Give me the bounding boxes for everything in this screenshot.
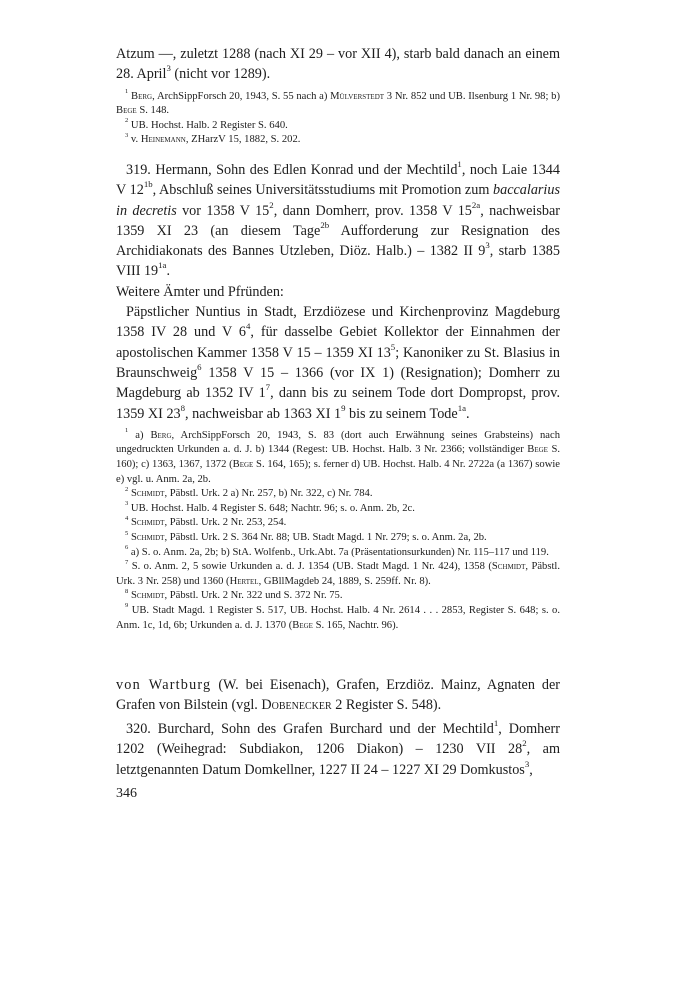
page-number: 346: [116, 786, 137, 801]
entry-319: [116, 160, 560, 633]
entry-320: [116, 719, 560, 780]
footnote: $^5$ Schmidt, Päbstl. Urk. 2 S. 364 Nr. 88; UB. Stadt Magd. 1 Nr. 279; s. o. Anm. 2a, 2b.: [125, 529, 487, 544]
footnote: $^4$ Schmidt, Päbstl. Urk. 2 Nr. 253, 254.: [125, 514, 287, 529]
footnotes-block-1: [116, 90, 560, 148]
footnote: $^8$ Schmidt, Päbstl. Urk. 2 Nr. 322 und S. 372 Nr. 75.: [125, 587, 343, 602]
family-heading: von Wartburg (W. bei Eisenach), Grafen, Erzdiöz. Mainz, Agnaten der Grafen von Bilstein (vgl. Dobenecker 2 Register S. 548).: [116, 677, 560, 714]
entry-320-paragraph: 320. Burchard, Sohn des Grafen Burchard und der Mechtild$^1$, Domherr 1202 (Weihegrad: Subdiakon, 1206 Diakon) – 1230 VII $28^2$, am letztgenannten Datum Domkellner, 1227 II 24 – 1227 XI 29 Domkustos$^3$,: [116, 717, 560, 778]
footnote: $^7$ S. o. Anm. 2, 5 sowie Urkunden a. d. J. 1354 (UB. Stadt Magd. 1 Nr. 424), 1358 (Schmidt, Päbstl. Urk. 3 Nr. 258) und 1360 (Hertel, GBllMagdeb 24, 1889, S. 259ff. Nr. 8).: [116, 558, 560, 587]
footnotes-block-2: [116, 429, 560, 633]
family-heading-block: [116, 675, 560, 716]
offices-paragraph: Päpstlicher Nuntius in Stadt, Erzdiözese und Kirchenprovinz Magdeburg 1358 IV 28 und V $6^4$, für dasselbe Gebiet Kollektor der Einnahmen der apostolischen Kammer 1358 V 15 – 1359 XI $13^5$; Kanoniker zu St. Blasius in Braunschweig$^6$ 1358 V 15 – 1366 (vor IX 1) (Resignation); Domherr zu Magdeburg ab 1352 IV $1^7$, dann bis zu seinem Tode dort Dompropst, prov. 1359 XI $23^8$, nachweisbar ab 1363 XI $1^9$ bis zu seinem Tode$^{1a}$.: [116, 304, 561, 422]
entry-319-paragraph: 319. Hermann, Sohn des Edlen Konrad und der Mechtild$^1$, noch Laie 1344 V $12^{1b}$, Abschluß seines Universitätsstudiums mit Promotion zum baccalarius in decretis vor 1358 V $15^2$, dann Domherr, prov. 1358 V $15^{2a}$, nachweisbar 1359 XI 23 (an diesem Tage$^{2b}$ Aufforderung zur Resignation des Archidiakonats des Bannes Utzleben, Diöz. Halb.) – 1382 II $9^3$, starb 1385 VIII $19^{1a}$.: [116, 158, 560, 280]
section-heading: Weitere Ämter und Pfründen:: [116, 283, 284, 300]
footnote: $^2$ UB. Hochst. Halb. 2 Register S. 640.: [125, 117, 288, 131]
footnote: $^1$ a) Berg, ArchSippForsch 20, 1943, S. 83 (dort auch Erwähnung seines Grabsteins) nach ungedruckten Urkunden a. d. J. b) 1344 (Regest: UB. Hochst. Halb. 3 Nr. 2366; vollständiger Bege S. 160); c) 1363, 1367, 1372 (Bege S. 164, 165); s. ferner d) UB. Hochst. Halb. 4 Nr. 2722a (a 1367) sowie e) vgl. u. Anm. 2a, 2b.: [116, 427, 560, 485]
footnote: $^1$ Berg, ArchSippForsch 20, 1943, S. 55 nach a) Mülverstedt 3 Nr. 852 und UB. Ilsenburg 1 Nr. 98; b) Bege S. 148.: [116, 88, 561, 117]
footnote: $^6$ a) S. o. Anm. 2a, 2b; b) StA. Wolfenb., Urk.Abt. 7a (Präsentationsurkunden) Nr. 115–117 und 119.: [125, 544, 549, 558]
footnote: $^3$ UB. Hochst. Halb. 4 Register S. 648; Nachtr. 96; s. o. Anm. 2b, 2c.: [125, 500, 415, 514]
continuation-block: [116, 44, 560, 148]
footnote: $^9$ UB. Stadt Magd. 1 Register S. 517, UB. Hochst. Halb. 4 Nr. 2614 . . . 2853, Register S. 648; s. o. Anm. 1c, 1d, 6b; Urkunden a. d. J. 1370 (Bege S. 165, Nachtr. 96).: [116, 602, 560, 631]
footnote: $^3$ v. Heinemann, ZHarzV 15, 1882, S. 202.: [125, 131, 301, 146]
footnote: $^2$ Schmidt, Päbstl. Urk. 2 a) Nr. 257, b) Nr. 322, c) Nr. 784.: [125, 485, 373, 500]
continuation-paragraph: Atzum —, zuletzt 1288 (nach XI 29 – vor XII 4), starb bald danach an einem 28. April$^3$ (nicht vor 1289).: [116, 46, 560, 83]
